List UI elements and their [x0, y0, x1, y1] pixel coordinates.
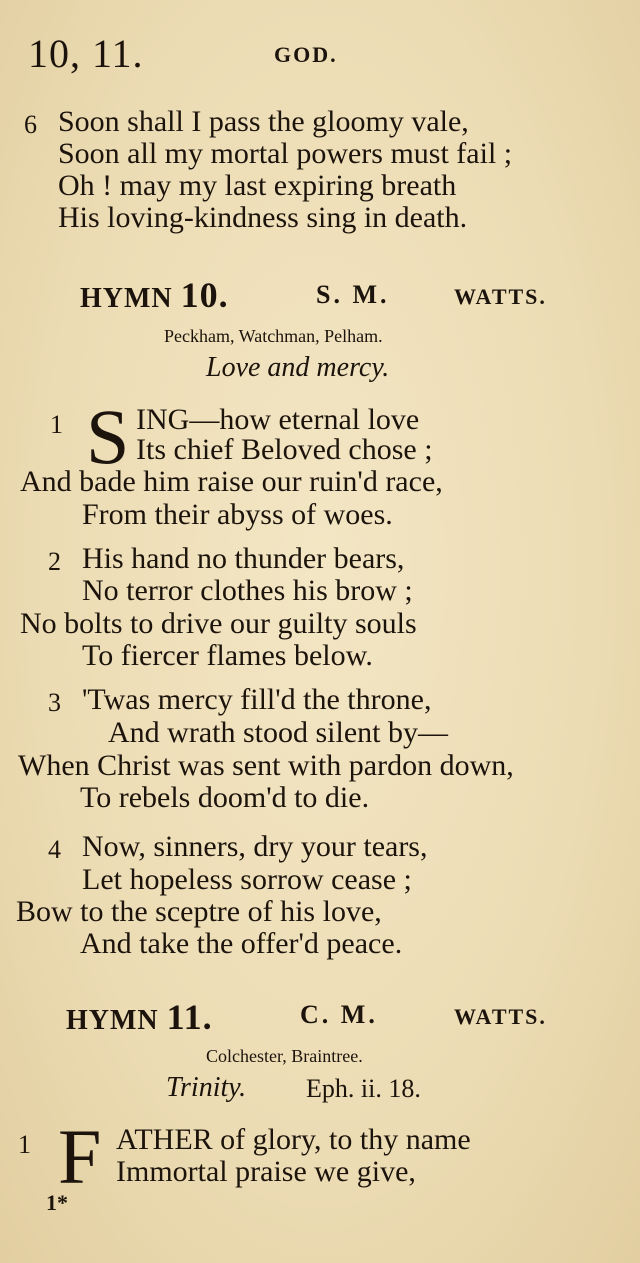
hymn-number: 10. — [180, 275, 229, 315]
hymn-number: 11. — [166, 997, 213, 1037]
hymn-label: HYMN — [80, 283, 173, 314]
verse-line: And bade him raise our ruin'd race, — [20, 465, 443, 498]
hymn-label: HYMN — [66, 1005, 159, 1036]
verse-line: And wrath stood silent by— — [108, 716, 448, 749]
verse-line: To fiercer flames below. — [82, 639, 373, 672]
hymn-scripture-ref: Eph. ii. 18. — [306, 1074, 421, 1103]
hymn-author: WATTS. — [454, 1004, 547, 1029]
verse-number: 1 — [18, 1130, 31, 1159]
page-numbers: 10, 11. — [28, 31, 144, 76]
verse-line: Now, sinners, dry your tears, — [82, 830, 428, 863]
hymn-meter: C. M. — [300, 1000, 378, 1029]
hymn-subject: Love and mercy. — [206, 352, 390, 383]
verse-line: Let hopeless sorrow cease ; — [82, 863, 412, 896]
hymn-tunes: Peckham, Watchman, Pelham. — [164, 326, 383, 346]
verse-number: 4 — [48, 835, 61, 864]
drop-cap: S — [86, 393, 130, 480]
verse-line: 'Twas mercy fill'd the throne, — [82, 683, 432, 716]
verse-line: Oh ! may my last expiring breath — [58, 169, 457, 202]
verse-line: Bow to the sceptre of his love, — [16, 895, 382, 928]
hymn-tunes: Colchester, Braintree. — [206, 1046, 363, 1066]
verse-line: When Christ was sent with pardon down, — [18, 749, 514, 782]
verse-line: His loving-kindness sing in death. — [58, 201, 468, 234]
verse-number: 6 — [24, 110, 37, 139]
hymn-author: WATTS. — [454, 284, 547, 309]
verse-line: His hand no thunder bears, — [82, 542, 405, 575]
verse-number: 3 — [48, 688, 61, 717]
hymn-heading — [66, 996, 213, 1038]
signature-mark: 1* — [46, 1190, 68, 1215]
verse-number: 2 — [48, 547, 61, 576]
hymn-subject: Trinity. — [166, 1072, 247, 1103]
verse-line: ING—how eternal love — [136, 403, 420, 436]
verse-line: No terror clothes his brow ; — [82, 574, 413, 607]
verse-line: Soon all my mortal powers must fail ; — [58, 137, 513, 170]
verse-line: No bolts to drive our guilty souls — [20, 607, 417, 640]
verse-line: From their abyss of woes. — [82, 498, 393, 531]
verse-line: ATHER of glory, to thy name — [116, 1123, 471, 1156]
drop-cap: F — [58, 1113, 102, 1200]
verse-line: Its chief Beloved chose ; — [136, 433, 433, 466]
hymn-heading — [80, 274, 229, 316]
verse-line: And take the offer'd peace. — [80, 927, 403, 960]
verse-line: Soon shall I pass the gloomy vale, — [58, 105, 469, 138]
verse-number: 1 — [50, 410, 63, 439]
verse-line: To rebels doom'd to die. — [80, 781, 370, 814]
hymn-meter: S. M. — [316, 280, 390, 309]
verse-line: Immortal praise we give, — [116, 1155, 416, 1188]
running-head-title: GOD. — [274, 42, 338, 67]
